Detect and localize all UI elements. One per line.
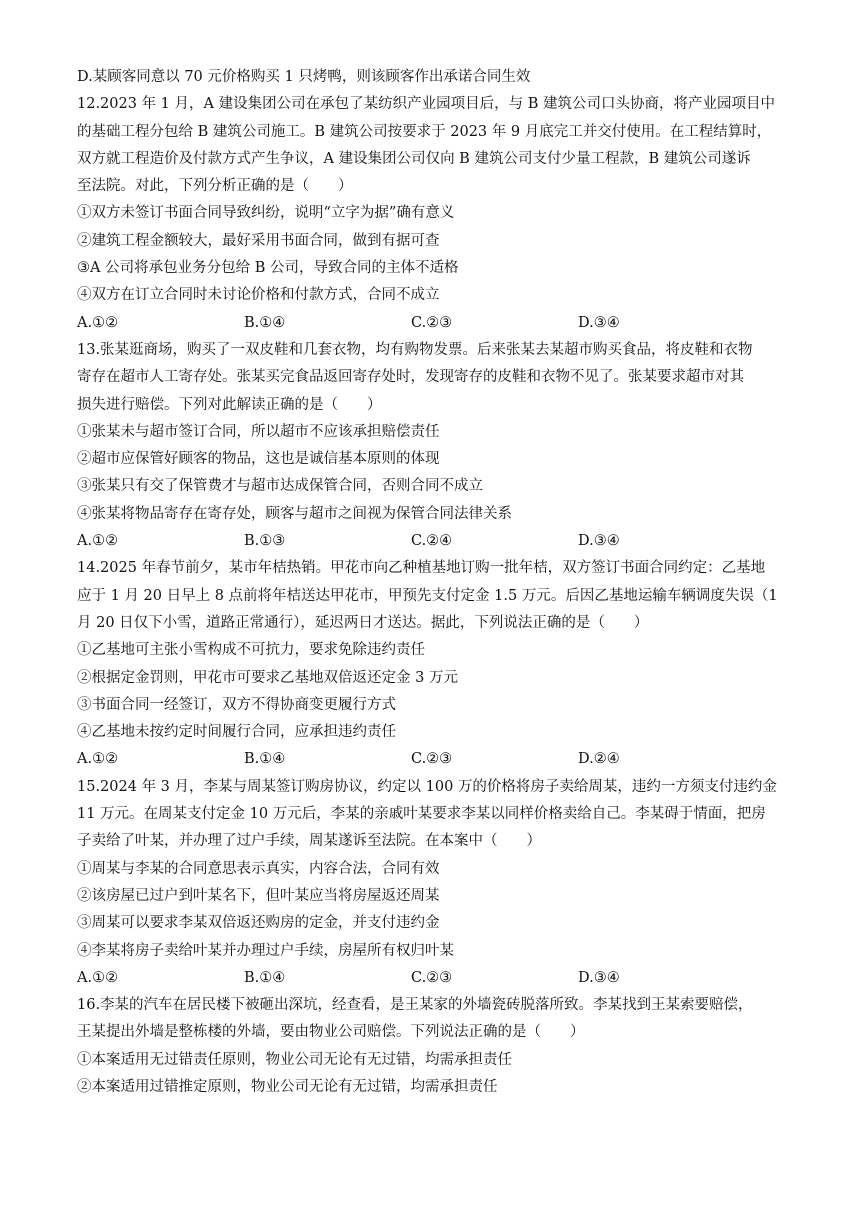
statement: ①本案适用无过错责任原则，物业公司无论有无过错，均需承担责任 <box>77 1051 512 1068</box>
option-b: B.①④ <box>244 969 286 986</box>
statement: ②超市应保管好顾客的物品，这也是诚信基本原则的体现 <box>77 451 440 468</box>
option-d: D.③④ <box>578 533 620 550</box>
question-stem-line: 11 万元。在周某支付定金 10 万元后，李某的亲戚叶某要求李某以同样价格卖给自己。李某碍于情面，把房 <box>77 806 766 823</box>
statement: ②建筑工程金额较大，最好采用书面合同，做到有据可查 <box>77 232 440 249</box>
statement: ④双方在订立合同时未讨论价格和付款方式，合同不成立 <box>77 287 440 304</box>
option-c: C.②③ <box>411 969 453 986</box>
question-stem-line: 应于 1 月 20 日早上 8 点前将年桔送达甲花市，甲预先支付定金 1.5 万元。后因乙基地运输车辆调度失误（1 <box>77 587 778 604</box>
question-stem-line: 子卖给了叶某，并办理了过户手续，周某遂诉至法院。在本案中（ ） <box>77 833 541 850</box>
statement: ①周某与李某的合同意思表示真实，内容合法，合同有效 <box>77 860 440 877</box>
question-stem-line: 13.张某逛商场，购买了一双皮鞋和几套衣物，均有购物发票。后来张某去某超市购买食品，将皮鞋和衣物 <box>77 341 753 358</box>
option-b: B.①④ <box>244 751 286 768</box>
question-stem-line: 损失进行赔偿。下列对此解读正确的是（ ） <box>77 396 382 413</box>
statement: ②该房屋已过户到叶某名下，但叶某应当将房屋返还周某 <box>77 887 440 904</box>
question-stem-line: 王某提出外墙是整栋楼的外墙，要由物业公司赔偿。下列说法正确的是（ ） <box>77 1024 585 1041</box>
statement: ①张某未与超市签订合同，所以超市不应该承担赔偿责任 <box>77 423 440 440</box>
option-c: C.②③ <box>411 314 453 331</box>
statement: ①双方未签订书面合同导致纠纷，说明“立字为据”确有意义 <box>77 205 455 222</box>
question-14 <box>77 555 785 773</box>
statement: ③A 公司将承包业务分包给 B 公司，导致合同的主体不适格 <box>77 260 459 277</box>
question-15 <box>77 774 785 992</box>
question-stem-line: 的基础工程分包给 B 建筑公司施工。B 建筑公司按要求于 2023 年 9 月底完工并交付使用。在工程结算时， <box>77 123 772 140</box>
statement: ④李某将房子卖给叶某并办理过户手续，房屋所有权归叶某 <box>77 942 454 959</box>
statement: ③张某只有交了保管费才与超市达成保管合同，否则合同不成立 <box>77 478 483 495</box>
question-stem-line: 寄存在超市人工寄存处。张某买完食品返回寄存处时，发现寄存的皮鞋和衣物不见了。张某要求超市对其 <box>77 369 744 386</box>
option-a: A.①② <box>77 969 119 986</box>
option-a: A.①② <box>77 314 119 331</box>
option-c: C.②③ <box>411 751 453 768</box>
question-stem-line: 14.2025 年春节前夕，某市年桔热销。甲花市向乙种植基地订购一批年桔，双方签订书面合同约定：乙基地 <box>77 560 766 577</box>
statement: ②根据定金罚则，甲花市可要求乙基地双倍返还定金 3 万元 <box>77 669 458 686</box>
question-stem-line: 月 20 日仅下小雪，道路正常通行），延迟两日才送达。据此，下列说法正确的是（ ） <box>77 614 649 631</box>
option-b: B.①④ <box>244 314 286 331</box>
option-d: D.③④ <box>578 314 620 331</box>
answer-options <box>77 528 785 555</box>
statement: ④张某将物品寄存在寄存处，顾客与超市之间视为保管合同法律关系 <box>77 505 512 522</box>
option-d: D.②④ <box>578 751 620 768</box>
statement: ②本案适用过错推定原则，物业公司无论有无过错，均需承担责任 <box>77 1078 498 1095</box>
statement: ④乙基地未按约定时间履行合同，应承担违约责任 <box>77 724 396 741</box>
question-stem-line: 12.2023 年 1 月，A 建设集团公司在承包了某纺织产业园项目后，与 B 建筑公司口头协商，将产业园项目中 <box>77 96 775 113</box>
answer-options <box>77 746 785 773</box>
question-stem-line: 16.李某的汽车在居民楼下被砸出深坑，经查看，是王某家的外墙瓷砖脱落所致。李某找到王某索要赔偿， <box>77 997 753 1014</box>
answer-options <box>77 310 785 337</box>
document-page <box>77 64 785 1101</box>
question-13 <box>77 337 785 555</box>
question-16 <box>77 992 785 1101</box>
statement: ③周某可以要求李某双倍返还购房的定金，并支付违约金 <box>77 915 440 932</box>
question-stem-line: 双方就工程造价及付款方式产生争议，A 建设集团公司仅向 B 建筑公司支付少量工程款，B 建筑公司遂诉 <box>77 150 751 167</box>
option-b: B.①③ <box>244 533 286 550</box>
question-stem-line: 至法院。对此，下列分析正确的是（ ） <box>77 178 353 195</box>
option-a: A.①② <box>77 751 119 768</box>
option-d: D.③④ <box>578 969 620 986</box>
option-a: A.①② <box>77 533 119 550</box>
question-12 <box>77 91 785 337</box>
statement: ③书面合同一经签订，双方不得协商变更履行方式 <box>77 696 396 713</box>
option-c: C.②④ <box>411 533 453 550</box>
answer-options <box>77 965 785 992</box>
question-stem-line: 15.2024 年 3 月，李某与周某签订购房协议，约定以 100 万的价格将房子卖给周某，违约一方须支付违约金 <box>77 778 777 795</box>
statement: ①乙基地可主张小雪构成不可抗力，要求免除违约责任 <box>77 642 425 659</box>
lead-option-line: D.某顾客同意以 70 元价格购买 1 只烤鸭，则该顾客作出承诺合同生效 <box>77 69 531 85</box>
